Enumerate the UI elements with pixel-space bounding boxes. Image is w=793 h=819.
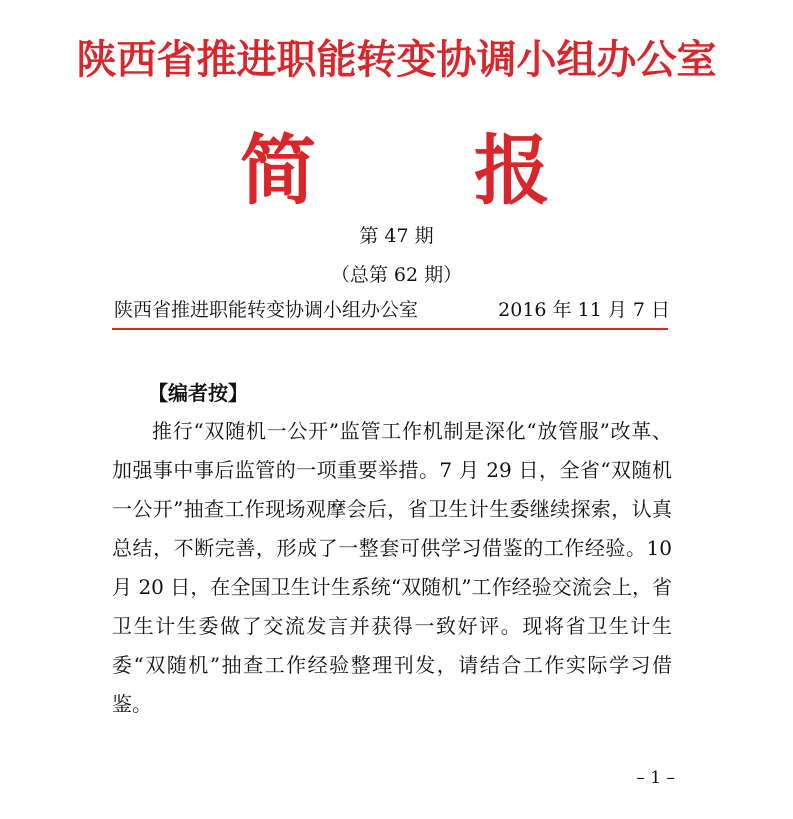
editor-note-body: 推行“双随机一公开”监管工作机制是深化“放管服”改革、加强事中事后监管的一项重要举措。7 月 29 日，全省“双随机一公开”抽查工作现场观摩会后，省卫生计生委继续探索，认真总结，不断完善，形成了一整套可供学习借鉴的工作经验。10 月 20 日，在全国卫生计生系统“双随机”工作经验交流会上，省卫生计生委做了交流发言并获得一致好评。现将省卫生计生委“双随机”抽查工作经验整理刊发，请结合工作实际学习借鉴。 bbox=[112, 419, 672, 716]
page-number: – 1 – bbox=[636, 768, 675, 788]
issuer-date-row bbox=[114, 296, 670, 324]
document-type-title bbox=[240, 126, 550, 216]
document-type-char-1: 简 bbox=[240, 126, 316, 215]
total-issue-number: （总第 62 期） bbox=[330, 264, 463, 286]
organization-header: 陕西省推进职能转变协调小组办公室 bbox=[76, 37, 717, 83]
issuer-name: 陕西省推进职能转变协调小组办公室 bbox=[114, 299, 419, 321]
editor-note-title: 【编者按】 bbox=[148, 381, 248, 405]
document-type-char-2: 报 bbox=[474, 126, 550, 215]
issue-date: 2016 年 11 月 7 日 bbox=[498, 299, 670, 321]
issue-number: 第 47 期 bbox=[359, 225, 434, 247]
red-divider-line bbox=[112, 328, 668, 330]
